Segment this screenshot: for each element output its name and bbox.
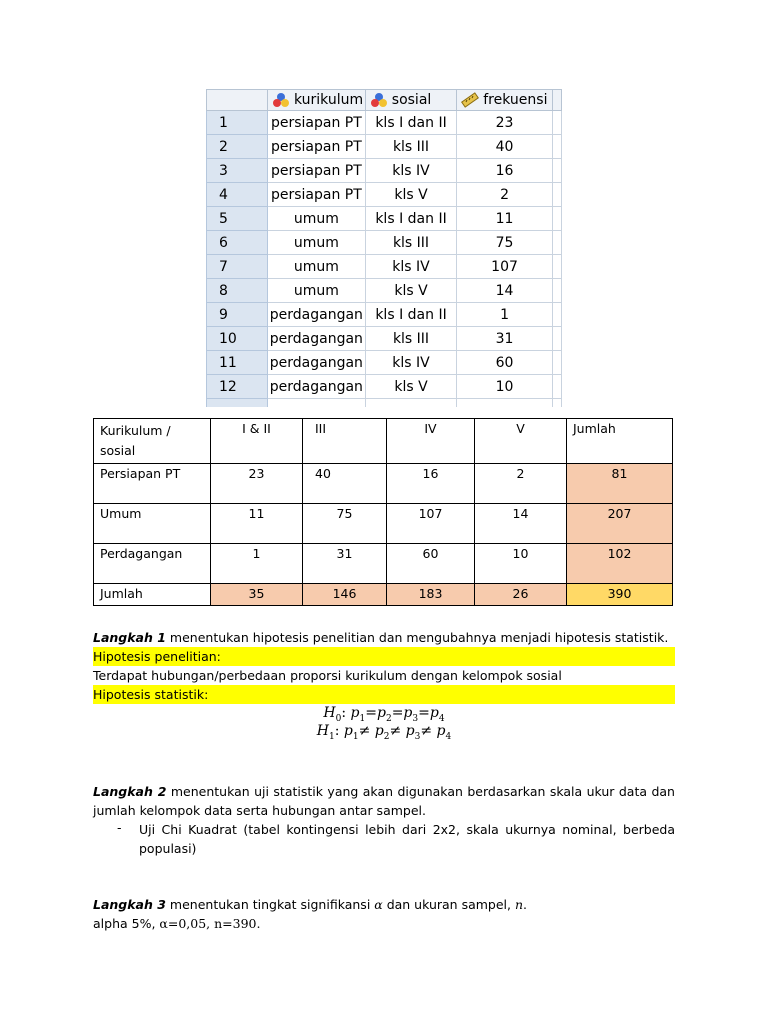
n-symbol: n xyxy=(514,897,524,912)
cell-frekuensi[interactable]: 2 xyxy=(457,183,553,207)
cell-sosial[interactable]: kls I dan II xyxy=(365,111,456,135)
cell-empty[interactable] xyxy=(552,111,561,135)
row-label: Persiapan PT xyxy=(94,464,211,504)
grid-corner xyxy=(207,90,268,111)
step3-line2 xyxy=(93,914,675,933)
row-number[interactable]: 12 xyxy=(207,375,268,399)
table-header-row xyxy=(94,419,673,464)
step3-title: Langkah 3 xyxy=(93,897,166,912)
step3-text3: . xyxy=(523,897,528,912)
table-cell: 1 xyxy=(211,544,303,584)
cell-frekuensi[interactable]: 16 xyxy=(457,159,553,183)
step2-title: Langkah 2 xyxy=(93,784,167,799)
header-cell: III xyxy=(303,419,387,464)
table-row xyxy=(94,544,673,584)
column-header-frekuensi[interactable] xyxy=(457,90,553,111)
row-number[interactable]: 9 xyxy=(207,303,268,327)
cell-sosial[interactable]: kls I dan II xyxy=(365,303,456,327)
row-total-cell: 207 xyxy=(567,504,673,544)
cell-frekuensi[interactable]: 23 xyxy=(457,111,553,135)
step3-paragraph xyxy=(93,895,675,914)
cell-empty[interactable] xyxy=(552,351,561,375)
cell-sosial[interactable]: kls V xyxy=(365,279,456,303)
cell-frekuensi[interactable]: 60 xyxy=(457,351,553,375)
spss-row xyxy=(207,159,562,183)
column-header-label: kurikulum xyxy=(293,92,364,108)
row-number-stub xyxy=(207,399,268,408)
cell-kurikulum[interactable]: umum xyxy=(267,231,365,255)
grand-total-cell: 390 xyxy=(567,584,673,606)
step1-title: Langkah 1 xyxy=(93,630,166,645)
grid-cell xyxy=(365,399,456,408)
cell-empty[interactable] xyxy=(552,279,561,303)
table-cell: 2 xyxy=(475,464,567,504)
totals-row xyxy=(94,584,673,606)
header-text: Kurikulum / xyxy=(100,423,171,438)
cell-kurikulum[interactable]: persiapan PT xyxy=(267,183,365,207)
cell-empty[interactable] xyxy=(552,183,561,207)
spss-row xyxy=(207,375,562,399)
grid-cell xyxy=(552,399,561,408)
header-cell xyxy=(94,419,211,464)
cell-empty[interactable] xyxy=(552,231,561,255)
spss-row xyxy=(207,231,562,255)
row-number[interactable]: 2 xyxy=(207,135,268,159)
grid-cell xyxy=(457,399,553,408)
statistical-hypothesis-label: Hipotesis statistik: xyxy=(93,685,675,704)
cell-sosial[interactable]: kls III xyxy=(365,135,456,159)
table-cell: 40 xyxy=(303,464,387,504)
row-number[interactable]: 1 xyxy=(207,111,268,135)
cell-frekuensi[interactable]: 11 xyxy=(457,207,553,231)
table-cell: 75 xyxy=(303,504,387,544)
alternative-hypothesis-formula: $H_1$: $p_1\ne p_2\ne p_3\ne p_4$ xyxy=(316,723,452,742)
step3-text2: dan ukuran sampel, xyxy=(382,897,515,912)
table-cell: 10 xyxy=(475,544,567,584)
cell-empty[interactable] xyxy=(552,135,561,159)
column-total-cell: 26 xyxy=(475,584,567,606)
row-number[interactable]: 4 xyxy=(207,183,268,207)
cell-sosial[interactable]: kls V xyxy=(365,375,456,399)
column-header-label: sosial xyxy=(391,92,432,108)
grid-cell xyxy=(267,399,365,408)
spss-data-view xyxy=(206,89,562,407)
column-total-cell: 183 xyxy=(387,584,475,606)
cell-frekuensi[interactable]: 107 xyxy=(457,255,553,279)
spss-row xyxy=(207,183,562,207)
spss-row xyxy=(207,351,562,375)
step1-paragraph xyxy=(93,628,675,647)
table-cell: 107 xyxy=(387,504,475,544)
row-number[interactable]: 3 xyxy=(207,159,268,183)
spss-grid xyxy=(206,89,562,407)
spss-row xyxy=(207,279,562,303)
header-cell: I & II xyxy=(211,419,303,464)
cell-sosial[interactable]: kls V xyxy=(365,183,456,207)
spss-row xyxy=(207,207,562,231)
spss-row xyxy=(207,303,562,327)
column-total-cell: 146 xyxy=(303,584,387,606)
cell-empty[interactable] xyxy=(552,207,561,231)
cell-frekuensi[interactable]: 10 xyxy=(457,375,553,399)
header-cell: V xyxy=(475,419,567,464)
alpha-equation: α=0,05, n=390. xyxy=(159,916,261,931)
table-cell: 14 xyxy=(475,504,567,544)
cell-empty[interactable] xyxy=(552,375,561,399)
cell-sosial[interactable]: kls I dan II xyxy=(365,207,456,231)
row-label: Jumlah xyxy=(94,584,211,606)
spss-row xyxy=(207,327,562,351)
row-number[interactable]: 11 xyxy=(207,351,268,375)
cell-frekuensi[interactable]: 40 xyxy=(457,135,553,159)
table-row xyxy=(94,464,673,504)
row-total-cell: 81 xyxy=(567,464,673,504)
row-label: Umum xyxy=(94,504,211,544)
header-cell: Jumlah xyxy=(567,419,673,464)
spss-row xyxy=(207,111,562,135)
cell-frekuensi[interactable]: 1 xyxy=(457,303,553,327)
column-header-sosial[interactable] xyxy=(365,90,456,111)
row-total-cell: 102 xyxy=(567,544,673,584)
cell-kurikulum[interactable]: perdagangan xyxy=(267,327,365,351)
research-hypothesis-label: Hipotesis penelitian: xyxy=(93,647,675,666)
cell-kurikulum[interactable]: perdagangan xyxy=(267,375,365,399)
cell-sosial[interactable]: kls III xyxy=(365,231,456,255)
cell-empty[interactable] xyxy=(552,159,561,183)
alpha-text: alpha 5%, xyxy=(93,916,160,931)
nominal-variable-icon xyxy=(272,92,290,108)
spss-row xyxy=(207,255,562,279)
contingency-table xyxy=(93,418,673,606)
column-header-kurikulum[interactable] xyxy=(267,90,365,111)
cell-sosial[interactable]: kls III xyxy=(365,327,456,351)
cell-sosial[interactable]: kls IV xyxy=(365,351,456,375)
table-cell: 23 xyxy=(211,464,303,504)
cell-frekuensi[interactable]: 75 xyxy=(457,231,553,255)
spss-row xyxy=(207,135,562,159)
cell-kurikulum[interactable]: persiapan PT xyxy=(267,135,365,159)
row-number[interactable]: 10 xyxy=(207,327,268,351)
null-hypothesis-formula: $H_0$: $p_1=p_2=p_3=p_4$ xyxy=(323,705,445,724)
cell-sosial[interactable]: kls IV xyxy=(365,159,456,183)
step2-paragraph xyxy=(93,782,675,820)
scale-ruler-icon xyxy=(461,92,479,108)
cell-sosial[interactable]: kls IV xyxy=(365,255,456,279)
cell-empty[interactable] xyxy=(552,255,561,279)
column-header-empty xyxy=(552,90,561,111)
nominal-variable-icon xyxy=(370,92,388,108)
cell-frekuensi[interactable]: 14 xyxy=(457,279,553,303)
table-cell: 16 xyxy=(387,464,475,504)
cell-frekuensi[interactable]: 31 xyxy=(457,327,553,351)
cell-empty[interactable] xyxy=(552,303,561,327)
row-label: Perdagangan xyxy=(94,544,211,584)
step2-bullet-text: Uji Chi Kuadrat (tabel kontingensi lebih dari 2x2, skala ukurnya nominal, berbeda populasi) xyxy=(139,822,675,856)
row-number[interactable]: 6 xyxy=(207,231,268,255)
table-cell: 11 xyxy=(211,504,303,544)
step3-text: menentukan tingkat signifikansi xyxy=(165,897,375,912)
cell-kurikulum[interactable]: umum xyxy=(267,279,365,303)
step1-text: menentukan hipotesis penelitian dan mengubahnya menjadi hipotesis statistik. xyxy=(165,630,669,645)
step2-text: menentukan uji statistik yang akan digunakan berdasarkan skala ukur data dan jumlah kelompok data serta hubungan antar sampel. xyxy=(93,784,675,818)
cell-kurikulum[interactable]: umum xyxy=(267,255,365,279)
row-number[interactable]: 8 xyxy=(207,279,268,303)
table-row xyxy=(94,504,673,544)
cell-kurikulum[interactable]: perdagangan xyxy=(267,303,365,327)
cell-empty[interactable] xyxy=(552,327,561,351)
row-number[interactable]: 7 xyxy=(207,255,268,279)
header-cell: IV xyxy=(387,419,475,464)
cell-kurikulum[interactable]: umum xyxy=(267,207,365,231)
table-cell: 60 xyxy=(387,544,475,584)
cell-kurikulum[interactable]: persiapan PT xyxy=(267,111,365,135)
row-number[interactable]: 5 xyxy=(207,207,268,231)
cell-kurikulum[interactable]: perdagangan xyxy=(267,351,365,375)
alpha-symbol: α xyxy=(374,897,383,912)
cell-kurikulum[interactable]: persiapan PT xyxy=(267,159,365,183)
header-text: sosial xyxy=(100,443,136,458)
research-hypothesis-text: Terdapat hubungan/perbedaan proporsi kurikulum dengan kelompok sosial xyxy=(93,668,562,683)
column-total-cell: 35 xyxy=(211,584,303,606)
column-header-label: frekuensi xyxy=(483,92,548,108)
bullet-dash: - xyxy=(117,820,122,835)
table-cell: 31 xyxy=(303,544,387,584)
